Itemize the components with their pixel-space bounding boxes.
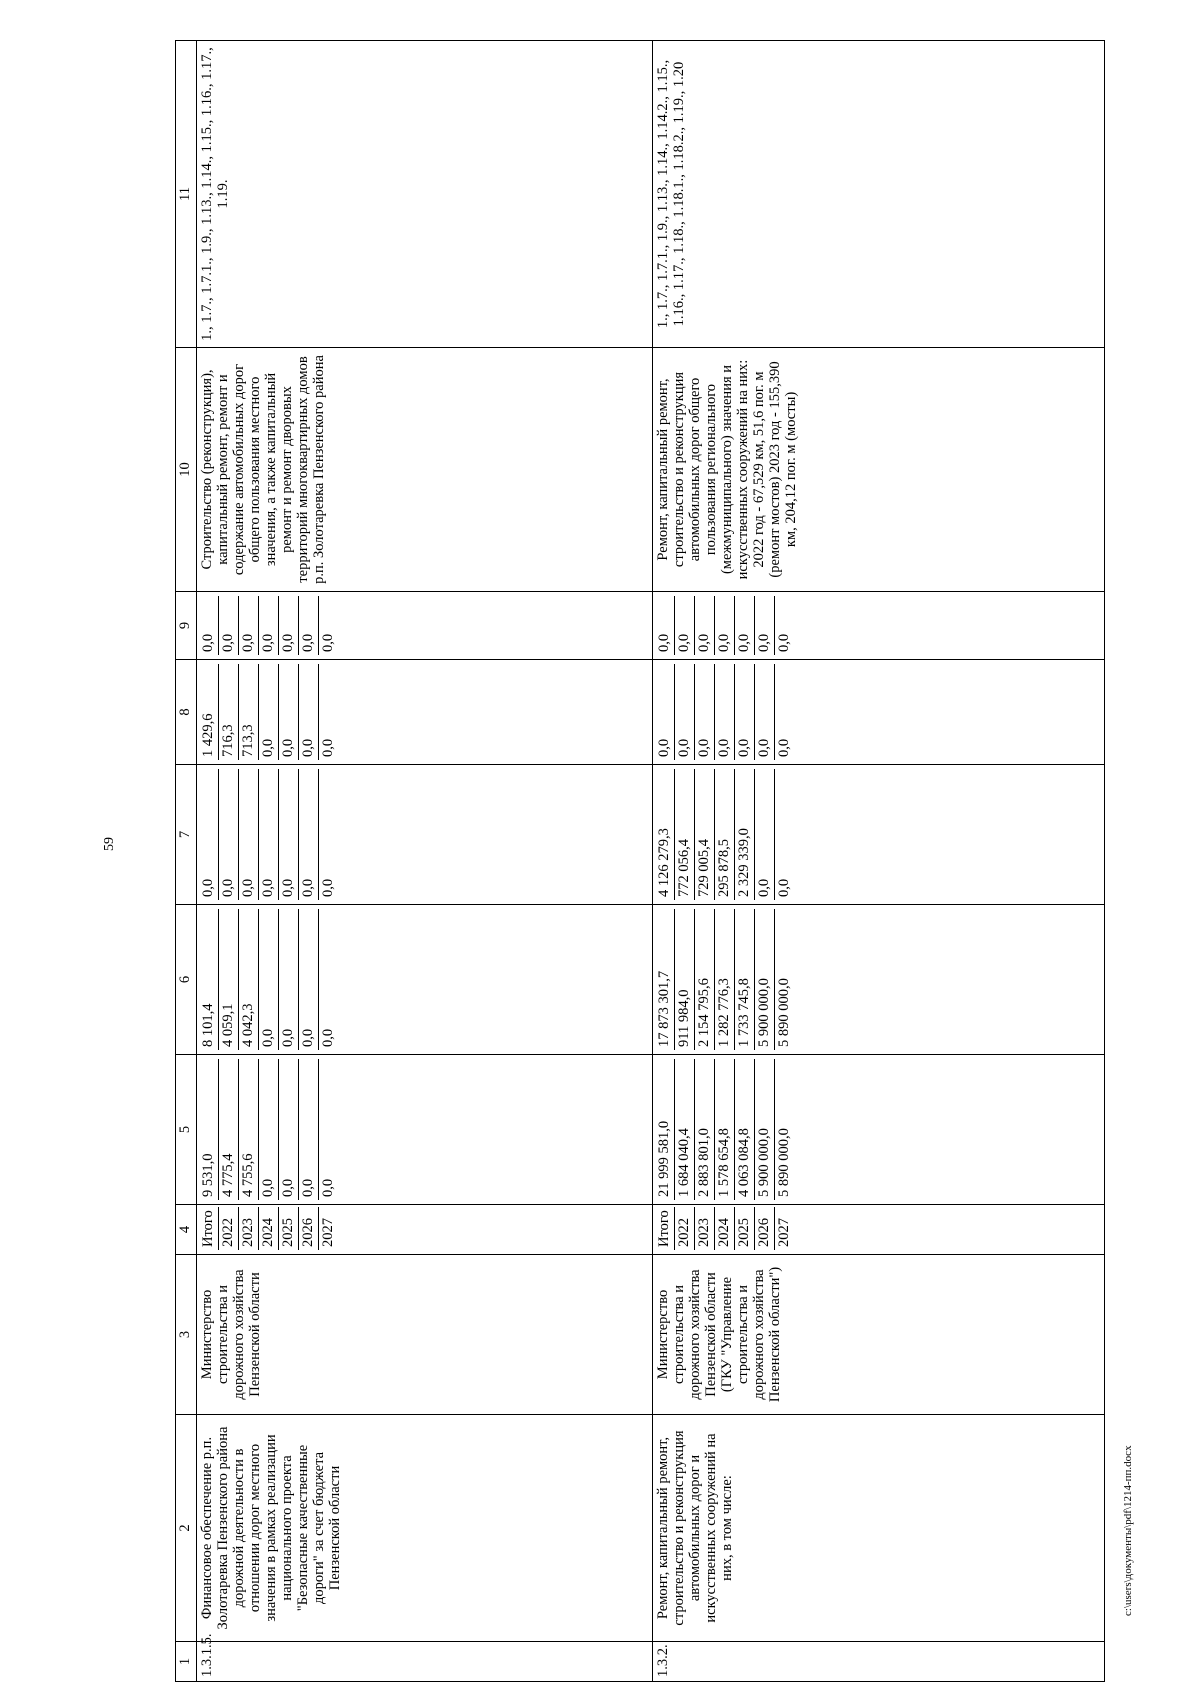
value: 0,0 [299,596,319,655]
table-rotated [175,41,1103,1682]
value: 0,0 [735,596,755,655]
col7-values [653,765,1105,905]
value: 2 883 801,0 [695,1059,715,1200]
indicator-links: 1., 1.7., 1.7.1., 1.9., 1.13., 1.14., 1.14.2., 1.15., 1.16., 1.17., 1.18., 1.18.1., 1.18.2., 1.19., 1.20 [653,41,1105,348]
value: 0,0 [320,738,336,757]
row-number: 1.3.1.5. [197,1642,653,1682]
value: 21 999 581,0 [655,1059,675,1200]
value: 716,3 [219,664,239,760]
value: 0,0 [735,664,755,760]
value: 729 005,4 [695,769,715,900]
value: 0,0 [299,664,319,760]
row-number: 1.3.2. [653,1642,1105,1682]
year: 2025 [279,1207,299,1250]
years-cell [653,1205,1105,1255]
value: 772 056,4 [675,769,695,900]
value: 2 329 339,0 [735,769,755,900]
year: 2025 [735,1207,755,1250]
value: 1 429,6 [199,664,219,760]
year: 2022 [675,1207,695,1250]
expected-result: Строительство (реконструкция), капитальный ремонт, ремонт и содержание автомобильных дорог общего пользования местного значения, а также капитальный ремонт и ремонт дворовых территорий многоквартирных домов р.п. Золотаревка Пензенского района [197,348,653,592]
value: 4 755,6 [239,1059,259,1200]
header-cell: 1 [176,1642,197,1682]
col8-values [197,660,653,765]
value: 0,0 [320,633,336,652]
year: 2027 [776,1218,792,1247]
value: 0,0 [259,909,279,1050]
year: 2026 [299,1207,319,1250]
value: 0,0 [320,878,336,897]
value: 5 890 000,0 [776,1128,792,1197]
value: 0,0 [755,596,775,655]
year: 2024 [715,1207,735,1250]
year: 2022 [219,1207,239,1250]
page-number: 59 [102,837,117,851]
value: 713,3 [239,664,259,760]
value: 0,0 [299,909,319,1050]
value: 0,0 [320,1028,336,1047]
value: 1 578 654,8 [715,1059,735,1200]
header-cell: 8 [176,660,197,765]
value: 0,0 [715,664,735,760]
col6-values [653,905,1105,1055]
value: 9 531,0 [199,1059,219,1200]
value: 0,0 [279,596,299,655]
value: 4 126 279,3 [655,769,675,900]
value: 295 878,5 [715,769,735,900]
year: 2027 [320,1218,336,1247]
header-cell: 2 [176,1415,197,1642]
value: 0,0 [199,596,219,655]
value: 0,0 [675,664,695,760]
col5-values [197,1055,653,1205]
value: 1 684 040,4 [675,1059,695,1200]
value: 0,0 [219,769,239,900]
value: 0,0 [755,664,775,760]
col6-values [197,905,653,1055]
value: 0,0 [279,1059,299,1200]
value: 2 154 795,6 [695,909,715,1050]
year: Итого [199,1207,219,1250]
measure-name: Ремонт, капитальный ремонт, строительство и реконструкция автомобильных дорог и искусственных сооружений на них, в том числе: [653,1415,1105,1642]
value: 0,0 [279,769,299,900]
measure-name: Финансовое обеспечение р.п. Золотаревка Пензенского района дорожной деятельности в отношении дорог местного значения в рамках реализации национального проекта "Безопасные качественные дороги" за счет бюджета Пензенской области [197,1415,653,1642]
value: 0,0 [239,769,259,900]
header-cell: 11 [176,41,197,348]
value: 0,0 [320,1178,336,1197]
value: 0,0 [259,596,279,655]
header-cell: 3 [176,1255,197,1415]
value: 5 890 000,0 [776,978,792,1047]
value: 4 042,3 [239,909,259,1050]
value: 0,0 [199,769,219,900]
value: 4 059,1 [219,909,239,1050]
executor: Министерство строительства и дорожного хозяйства Пензенской области (ГКУ "Управление строительства и дорожного хозяйства Пензенской области") [653,1255,1105,1415]
expected-result: Ремонт, капитальный ремонт, строительство и реконструкция автомобильных дорог общего пользования регионального (межмуниципального) значения и искусственных сооружений на них: 2022 год - 67,529 км, 51,6 пог. м (ремонт мостов) 2023 год - 155,390 км, 204,12 пог. м (мосты) [653,348,1105,592]
value: 0,0 [259,769,279,900]
header-cell: 10 [176,348,197,592]
table-container [175,41,1103,1682]
value: 911 984,0 [675,909,695,1050]
indicator-links: 1., 1.7., 1.7.1., 1.9., 1.13., 1.14., 1.15., 1.16., 1.17., 1.19. [197,41,653,348]
header-cell: 7 [176,765,197,905]
value: 4 063 084,8 [735,1059,755,1200]
header-cell: 9 [176,592,197,660]
value: 0,0 [655,596,675,655]
table-row [197,41,653,1682]
value: 0,0 [695,596,715,655]
value: 1 733 745,8 [735,909,755,1050]
footer-file-path: c:\users\документы\pdf\1214-пп.docx [1122,1445,1134,1616]
value: 0,0 [715,596,735,655]
value: 0,0 [279,664,299,760]
header-row [176,41,197,1682]
value: 1 282 776,3 [715,909,735,1050]
value: 4 775,4 [219,1059,239,1200]
value: 8 101,4 [199,909,219,1050]
value: 0,0 [239,596,259,655]
value: 0,0 [259,1059,279,1200]
header-cell: 5 [176,1055,197,1205]
value: 0,0 [299,769,319,900]
value: 0,0 [755,769,775,900]
value: 0,0 [655,664,675,760]
value: 0,0 [259,664,279,760]
value: 0,0 [776,738,792,757]
col9-values [653,592,1105,660]
program-table [175,40,1105,1682]
value: 0,0 [776,633,792,652]
value: 0,0 [279,909,299,1050]
value: 5 900 000,0 [755,909,775,1050]
col9-values [197,592,653,660]
years-cell [197,1205,653,1255]
value: 17 873 301,7 [655,909,675,1050]
value: 0,0 [219,596,239,655]
year: 2024 [259,1207,279,1250]
value: 0,0 [299,1059,319,1200]
value: 0,0 [675,596,695,655]
executor: Министерство строительства и дорожного хозяйства Пензенской области [197,1255,653,1415]
value: 0,0 [695,664,715,760]
header-cell: 6 [176,905,197,1055]
value: 0,0 [776,878,792,897]
header-cell: 4 [176,1205,197,1255]
value: 5 900 000,0 [755,1059,775,1200]
col8-values [653,660,1105,765]
table-row [653,41,1105,1682]
year: 2023 [239,1207,259,1250]
year: 2026 [755,1207,775,1250]
col7-values [197,765,653,905]
year: Итого [655,1207,675,1250]
col5-values [653,1055,1105,1205]
year: 2023 [695,1207,715,1250]
